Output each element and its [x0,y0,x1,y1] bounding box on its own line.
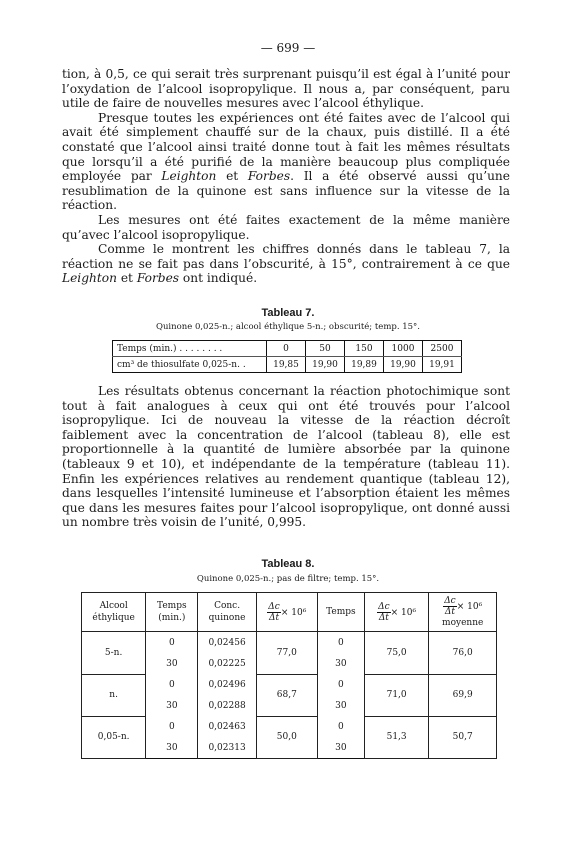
table-cell: 0,02288 [198,695,256,716]
table-cell: 75,0 [364,632,429,675]
table-cell: 19,90 [384,357,423,373]
table-cell: 0 [317,674,364,695]
table-header-row [82,593,497,632]
table-cell: 150 [345,341,384,357]
table-row [82,632,497,654]
table-cell-alcool: 0,05-n. [82,716,146,759]
col-header-alcool: Alcool éthylique [82,593,146,632]
col-header-temps-2: Temps [317,593,364,632]
table-cell: 2500 [423,341,462,357]
row-label: cm³ de thiosulfate 0,025-n. . [117,359,246,370]
table-cell: 0,02456 [198,632,256,654]
table-cell-alcool: n. [82,674,146,716]
table-cell: 76,0 [429,632,497,675]
table-cell: 19,90 [306,357,345,373]
paragraph-1: tion, à 0,5, ce qui serait très surprenant puisqu’il est égal à l’unité pour l’oxydation de l’alcool isopropylique. Il nous a, par conséquent, paru utile de faire de nouvelles mesures avec l’alcool éthylique. [62,67,510,111]
table-cell: 71,0 [364,674,429,716]
table-cell: 0 [146,674,198,695]
table-cell: 30 [317,695,364,716]
table-cell: 30 [317,737,364,759]
table-8 [81,592,497,759]
table-cell: 50,7 [429,716,497,759]
table-cell: 19,85 [267,357,306,373]
table-cell: 0,02463 [198,716,256,737]
body-text-bottom [62,384,510,530]
table-cell: 0 [267,341,306,357]
col-header-rate-avg: $\frac{\Delta c}{\Delta t}$ × 10⁶ moyenne [429,593,497,632]
table7-subtitle: Quinone 0,025-n.; alcool éthylique 5-n.; obscurité; temp. 15°. [155,322,420,332]
paragraph-5: Les résultats obtenus concernant la réaction photochimique sont tout à fait analogues à ceux qui ont été trouvés pour l’alcool isopropylique. Ici de nouveau la vitesse de la réaction décroît faiblement avec la concentration de l’alcool (tableau 8), elle est proportionnelle à la quantité de lumière absorbée par la quinone (tableaux 9 et 10), et indépendante de la température (tableau 11). Enfin les expériences relatives au rendement quantique (tableau 12), dans lesquelles l’intensité lumineuse et l’absorption étaient les mêmes que dans les mesures faites pour l’alcool isopropylique, ont donné aussi un nombre très voisin de l’unité, 0,995. [62,384,510,530]
table-cell: 30 [146,695,198,716]
table-cell: 50,0 [256,716,317,759]
table-cell: 1000 [384,341,423,357]
table-cell: 77,0 [256,632,317,675]
table8-title: Tableau 8. [261,558,315,570]
table-cell: 0,02225 [198,653,256,674]
paragraph-3: Les mesures ont été faites exactement de la même manière qu’avec l’alcool isopropylique. [62,212,510,242]
table-cell: 30 [146,737,198,759]
table-row [82,716,497,737]
row-label: Temps (min.) . . . . . . . . [113,341,267,357]
table-cell: 0,02496 [198,674,256,695]
table-cell: 0 [146,716,198,737]
col-header-rate: $\frac{\Delta c}{\Delta t}$ × 10⁶ [256,593,317,632]
table-7 [112,340,462,373]
table8-subtitle: Quinone 0,025-n.; pas de filtre; temp. 15°. [196,574,380,584]
page-number: — 699 — [260,41,316,55]
paragraph-4: Comme le montrent les chiffres donnés dans le tableau 7, la réaction ne se fait pas dans l’obscurité, à 15°, contrairement à ce que Leighton et Forbes ont indiqué. [62,242,510,286]
col-header-temps: Temps (min.) [146,593,198,632]
table7-title: Tableau 7. [261,307,315,319]
table-row [113,341,462,357]
col-header-conc: Conc. quinone [198,593,256,632]
paragraph-2: Presque toutes les expériences ont été faites avec de l’alcool qui avait été simplement chauffé sur de la chaux, puis distillé. Il a été constaté que l’alcool ainsi traité donne tout à fait les mêmes résultats que lorsqu’il a été purifié de la manière beaucoup plus compliquée employée par Leighton et Forbes. Il a été observé aussi qu’une resublimation de la quinone est sans influence sur la vitesse de la réaction. [62,110,510,213]
table-cell: 68,7 [256,674,317,716]
table-cell: 19,91 [423,357,462,373]
table-cell: 0 [317,632,364,654]
table-cell: 0 [317,716,364,737]
table-cell: 0,02313 [198,737,256,759]
table-cell: 30 [317,653,364,674]
table-cell-alcool: 5-n. [82,632,146,675]
table-cell: 50 [306,341,345,357]
table-cell: 19,89 [345,357,384,373]
table-cell: 0 [146,632,198,654]
body-text-top [62,67,510,286]
col-header-rate-2: $\frac{\Delta c}{\Delta t}$ × 10⁶ [364,593,429,632]
table-cell: 30 [146,653,198,674]
table-cell: 51,3 [364,716,429,759]
table-row [82,674,497,695]
table-cell: 69,9 [429,674,497,716]
table-row [113,357,462,373]
